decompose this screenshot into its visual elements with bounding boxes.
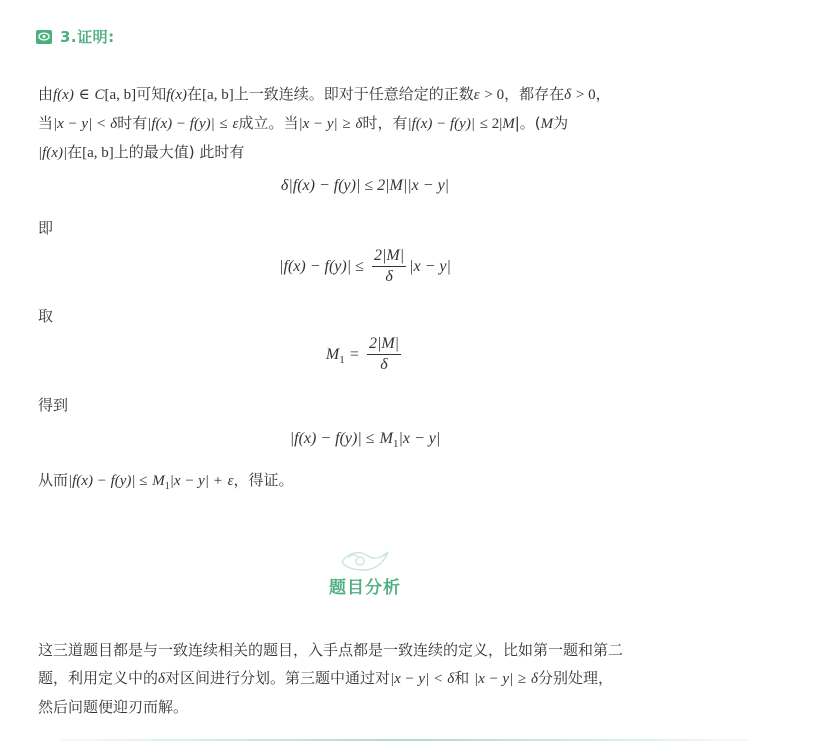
proof-paragraph [38, 80, 698, 167]
label-dedao: 得到 [38, 396, 69, 414]
analysis-paragraph [38, 636, 698, 721]
fraction: $\frac{2|M|}{\delta}$ [368, 335, 400, 373]
eye-icon [36, 30, 52, 44]
analysis-line-1: 这三道题目都是与一致连续相关的题目，入手点都是一致连续的定义，比如第一题和第二 [38, 641, 624, 659]
leaf-decoration-icon [338, 548, 392, 576]
conclusion: 从而$|f(x) - f(y)| \le M_1|x - y| + \varepsilon$，得证。 [38, 471, 294, 492]
equation-4: $|f(x) - f(y)| \le M_1|x - y|$ [289, 430, 441, 451]
section-title: 题目分析 [329, 578, 401, 598]
label-ji: 即 [38, 219, 54, 237]
proof-line-2: 当|x − y| < δ时有|f(x) − f(y)| ≤ ε成立。当|x − y| ≥ δ时，有|f(x) − f(y)| ≤ 2|M|。(M为 [38, 114, 569, 132]
equation-2: |f(x) − f(y)| ≤ $\frac{2|M|}{\delta}$ |x − y| [279, 247, 451, 285]
divider [60, 739, 750, 741]
fraction: $\frac{2|M|}{\delta}$ [373, 247, 405, 285]
equation-1: δ|f(x) − f(y)| ≤ 2|M||x − y| [280, 177, 450, 194]
proof-line-3: |f(x)|在[a, b]上的最大值) 此时有 [38, 143, 245, 161]
proof-line-1: 由f(x) ∈ C[a, b]可知f(x)在[a, b]上一致连续。即对于任意给定的正数ε > 0，都存在δ > 0， [38, 85, 611, 103]
proof-header [36, 26, 115, 47]
section-heading [300, 548, 430, 598]
equation-3: $M_1$ = $\frac{2|M|}{\delta}$ [325, 335, 400, 373]
analysis-line-3: 然后问题便迎刃而解。 [38, 698, 189, 716]
label-qu: 取 [38, 307, 54, 325]
analysis-line-2: 题，利用定义中的δ对区间进行分划。第三题中通过对|x − y| < δ和 |x − y| ≥ δ分别处理， [38, 669, 613, 687]
proof-title: 3.证明: [60, 28, 115, 46]
